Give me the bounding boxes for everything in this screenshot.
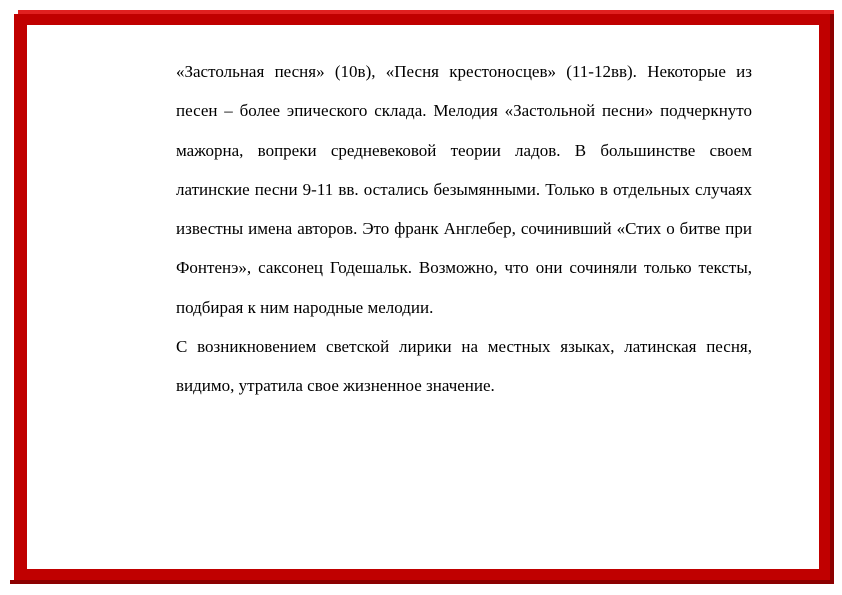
paragraph-1: «Застольная песня» (10в), «Песня крестоносцев» (11-12вв). Некоторые из песен – более эпического склада. Мелодия «Застольной песни» подчеркнуто мажорна, вопреки средневековой теории ладов. В большинстве своем латинские песни 9-11 вв. остались безымянными. Только в отдельных случаях известны имена авторов. Это франк Англебер, сочинивший «Стих о битве при Фонтенэ», саксонец Годешальк. Возможно, что они сочиняли только тексты, подбирая к ним народные мелодии. [176,62,752,317]
slide-text [176,52,752,406]
frame-shadow-right [830,14,834,580]
frame-shadow-bottom [10,580,834,584]
paragraph-2: С возникновением светской лирики на местных языках, латинская песня, видимо, утратила свое жизненное значение. [176,337,752,396]
